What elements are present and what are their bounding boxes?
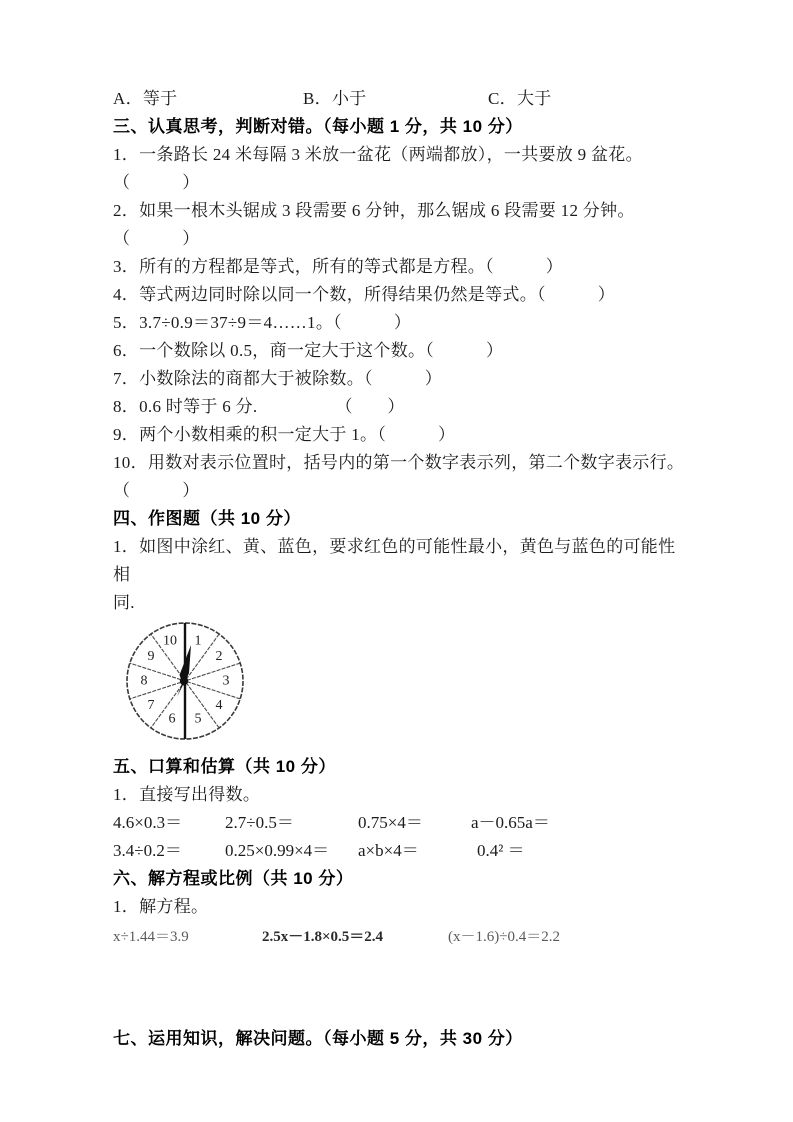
choice-options-row [113, 85, 691, 113]
judgment-q4: 4．等式两边同时除以同一个数，所得结果仍然是等式。（ ） [113, 285, 615, 304]
judgment-q8: 8．0.6 时等于 6 分. （ ） [113, 397, 405, 416]
spinner-number: 7 [147, 698, 155, 714]
judgment-q9: 9．两个小数相乘的积一定大于 1。（ ） [113, 425, 456, 444]
spinner-number: 5 [194, 711, 202, 727]
section4-heading: 四、作图题（共 10 分） [113, 509, 301, 528]
spinner-needle-pivot [180, 677, 188, 685]
option-b: B．小于 [303, 89, 367, 108]
spinner-number: 2 [215, 648, 223, 664]
spinner-number: 10 [163, 633, 177, 649]
calc-item: 4.6×0.3＝ [113, 813, 183, 832]
spinner-number: 1 [194, 633, 202, 649]
calc-item: 0.75×4＝ [358, 813, 423, 832]
judgment-q2-answer-blank: （ ） [113, 229, 200, 248]
calc-item: 2.7÷0.5＝ [225, 813, 294, 832]
section6-heading: 六、解方程或比例（共 10 分） [113, 869, 354, 888]
section3-heading: 三、认真思考，判断对错。（每小题 1 分，共 10 分） [113, 117, 523, 136]
section5-heading: 五、口算和估算（共 10 分） [113, 757, 336, 776]
option-c: C．大于 [488, 89, 552, 108]
judgment-q3: 3．所有的方程都是等式，所有的等式都是方程。（ ） [113, 257, 564, 276]
calc-item: a×b×4＝ [358, 841, 419, 860]
judgment-q1-answer-blank: （ ） [113, 173, 200, 192]
calc-item: 3.4÷0.2＝ [113, 841, 182, 860]
spinner-number: 6 [168, 711, 176, 727]
judgment-q5: 5．3.7÷0.9＝37÷9＝4……1。（ ） [113, 313, 412, 332]
option-a: A．等于 [113, 89, 178, 108]
judgment-q6: 6．一个数除以 0.5，商一定大于这个数。（ ） [113, 341, 504, 360]
exam-content [113, 85, 691, 1053]
judgment-q7: 7．小数除法的商都大于被除数。（ ） [113, 369, 442, 388]
calc-item: 0.25×0.99×4＝ [225, 841, 330, 860]
solve-equation-instruction: 1．解方程。 [113, 897, 209, 916]
spinner-number: 3 [222, 673, 230, 689]
calc-item: a－0.65a＝ [471, 813, 550, 832]
spinner-number: 9 [147, 648, 155, 664]
equation-2: 2.5x－1.8×0.5＝2.4 [262, 929, 384, 945]
drawing-question-line2: 同. [113, 593, 135, 612]
spinner-number: 8 [140, 673, 148, 689]
oral-calc-instruction: 1．直接写出得数。 [113, 785, 261, 804]
equation-1: x÷1.44＝3.9 [113, 929, 189, 945]
spinner-diagram [123, 619, 247, 743]
oral-calc-row-2 [113, 837, 691, 865]
judgment-q1: 1．一条路长 24 米每隔 3 米放一盆花（两端都放），一共要放 9 盆花。 [113, 145, 643, 164]
section7-heading: 七、运用知识，解决问题。（每小题 5 分，共 30 分） [113, 1029, 523, 1048]
judgment-q2: 2．如果一根木头锯成 3 段需要 6 分钟，那么锯成 6 段需要 12 分钟。 [113, 201, 635, 220]
oral-calc-row-1 [113, 809, 691, 837]
spinner-number: 4 [215, 698, 223, 714]
judgment-q10: 10．用数对表示位置时，括号内的第一个数字表示列，第二个数字表示行。 [113, 453, 685, 472]
calc-item: 0.4² ＝ [477, 841, 525, 860]
spinner-svg [123, 619, 247, 743]
judgment-q10-answer-blank: （ ） [113, 481, 200, 500]
equation-3: (x－1.6)÷0.4＝2.2 [448, 929, 560, 945]
equations-row [113, 923, 691, 951]
drawing-question-line1: 1．如图中涂红、黄、蓝色，要求红色的可能性最小，黄色与蓝色的可能性相 [113, 537, 676, 584]
